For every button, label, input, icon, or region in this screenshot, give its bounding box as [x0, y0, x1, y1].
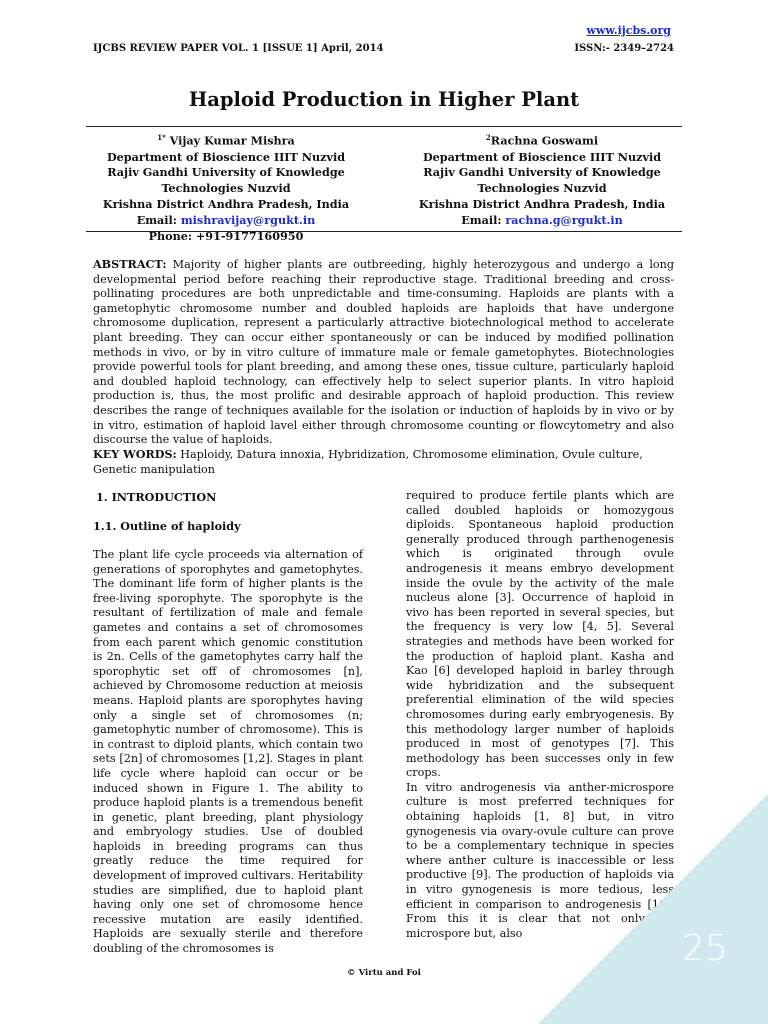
authors-block — [86, 126, 682, 243]
right-column-paragraph-1: required to produce fertile plants which are called doubled haploids or homozygous diploids. Spontaneous haploid production generally produced through parthenogenesis which is originated through ovule androgenesis it means embryo development inside the ovule by the activity of the male nucleus alone [3]. Occurrence of haploid in vivo has been reported in several species, but the frequency is very low [4, 5]. Several strategies and methods have been worked for the production of haploid plant. Kasha and Kao [6] developed haploid in barley through wide hybridization and the subsequent preferential elimination of the wild species chromosomes during early embryogenesis. By this methodology larger number of haploids produced in most of genotypes [7]. This methodology has been successes only in few crops. — [406, 489, 674, 780]
abstract-text: Majority of higher plants are outbreeding, highly heterozygous and undergo a long developmental period before reaching their reproductive stage. Traditional breeding and cross-pollinating procedures are both unpredictable and time-consuming. Haploids are plants with a gametophytic chromosome number and doubled haploids are haploids that have undergone chromosome duplication, represent a particularly attractive biotechnological method to accelerate plant breeding. They can occur either spontaneously or can be induced by modified pollination methods in vivo, or by in vitro culture of immature male or female gametophytes. Biotechnologies provide powerful tools for plant breeding, and among these ones, tissue culture, particularly haploid and doubled haploid technology, can effectively help to select superior plants. In vitro haploid production is, thus, the most prolific and desirable approach of haploid production. This review describes the range of techniques available for the isolation or induction of haploids by in vivo or by in vitro, estimation of haploid lavel either through chromosome counting or flowcytometry and also discourse the value of haploids. — [93, 258, 674, 447]
author-1-email[interactable]: mishravijay@rgukt.in — [180, 212, 316, 227]
author-2-email[interactable]: rachna.g@rgukt.in — [505, 212, 623, 227]
keywords-text: Haploidy, Datura innoxia, Hybridization, Chromosome elimination, Ovule culture, Genetic manipulation — [93, 448, 643, 476]
author-1-affil-4: Krishna District Andhra Pradesh, India — [102, 196, 350, 211]
site-url[interactable]: www.ijcbs.org — [586, 24, 671, 37]
author-2-email-label: Email: — [461, 212, 502, 227]
author-2-marker: 2 — [485, 133, 491, 142]
subsection-heading: 1.1. Outline of haploidy — [93, 519, 241, 533]
page-number: 25 — [682, 928, 728, 969]
author-2 — [392, 130, 692, 229]
section-heading: 1. INTRODUCTION — [96, 490, 217, 504]
footer: © Virtu and Foi — [347, 968, 421, 978]
corner-decoration — [538, 794, 768, 1024]
abstract-label: ABSTRACT: — [93, 257, 167, 271]
author-1-name: Vijay Kumar Mishra — [169, 133, 295, 148]
author-1-phone: Phone: +91-9177160950 — [148, 228, 304, 243]
author-2-affil-4: Krishna District Andhra Pradesh, India — [418, 196, 666, 211]
author-2-name: Rachna Goswami — [490, 133, 599, 148]
author-1-affil-1: Department of Bioscience IIIT Nuzvid — [106, 149, 346, 164]
author-1-email-label: Email: — [136, 212, 177, 227]
journal-line: IJCBS REVIEW PAPER VOL. 1 [ISSUE 1] April, 2014 — [93, 43, 384, 54]
keywords-label: KEY WORDS: — [93, 447, 177, 461]
page-title: Haploid Production in Higher Plant — [188, 88, 580, 111]
left-column-text: The plant life cycle proceeds via alternation of generations of sporophytes and gametophytes. The dominant life form of higher plants is the free-living sporophyte. The sporophyte is the resultant of fertilization of male and female gametes and contains a set of chromosomes from each parent which genomic constitution is 2n. Cells of the gametophytes carry half the sporophytic set off of chromosomes [n], achieved by Chromosome reduction at meiosis means. Haploid plants are sporophytes having only a single set of chromosomes (n; gametophytic number of chromosome). This is in contrast to diploid plants, which contain two sets [2n] of chromosomes [1,2]. Stages in plant life cycle where haploid can occur or be induced shown in Figure 1. The ability to produce haploid plants is a tremendous benefit in genetic, plant breeding, plant physiology and embryology studies. Use of doubled haploids in breeding programs can thus greatly reduce the time required for development of improved cultivars. Heritability studies are simplified, due to haploid plant having only one set of chromosome hence recessive mutation are easily identified. Haploids are sexually sterile and therefore doubling of the chromosomes is — [93, 548, 363, 956]
abstract — [93, 257, 674, 448]
issn: ISSN:- 2349–2724 — [574, 43, 674, 54]
author-2-affil-1: Department of Bioscience IIIT Nuzvid — [422, 149, 662, 164]
author-2-affil-3: Technologies Nuzvid — [477, 181, 607, 196]
author-1-affil-3: Technologies Nuzvid — [161, 181, 291, 196]
right-column-paragraph-2: In vitro androgenesis via anther-microspore culture is most preferred techniques for obtaining haploids [1, 8] but, in vitro gynogenesis via ovary-ovule culture can prove to be a complementary technique in species where anther culture is inaccessible or less productive [9]. The production of haploids via in vitro gynogenesis is more tedious, less efficient in comparison to androgenesis [10]. From this it is clear that not only the microspore but, also — [406, 780, 674, 940]
author-1-affil-2: Rajiv Gandhi University of Knowledge — [107, 165, 345, 180]
author-1-marker: 1* — [157, 133, 166, 142]
author-1 — [76, 130, 376, 244]
keywords — [93, 447, 674, 477]
author-2-affil-2: Rajiv Gandhi University of Knowledge — [423, 165, 661, 180]
